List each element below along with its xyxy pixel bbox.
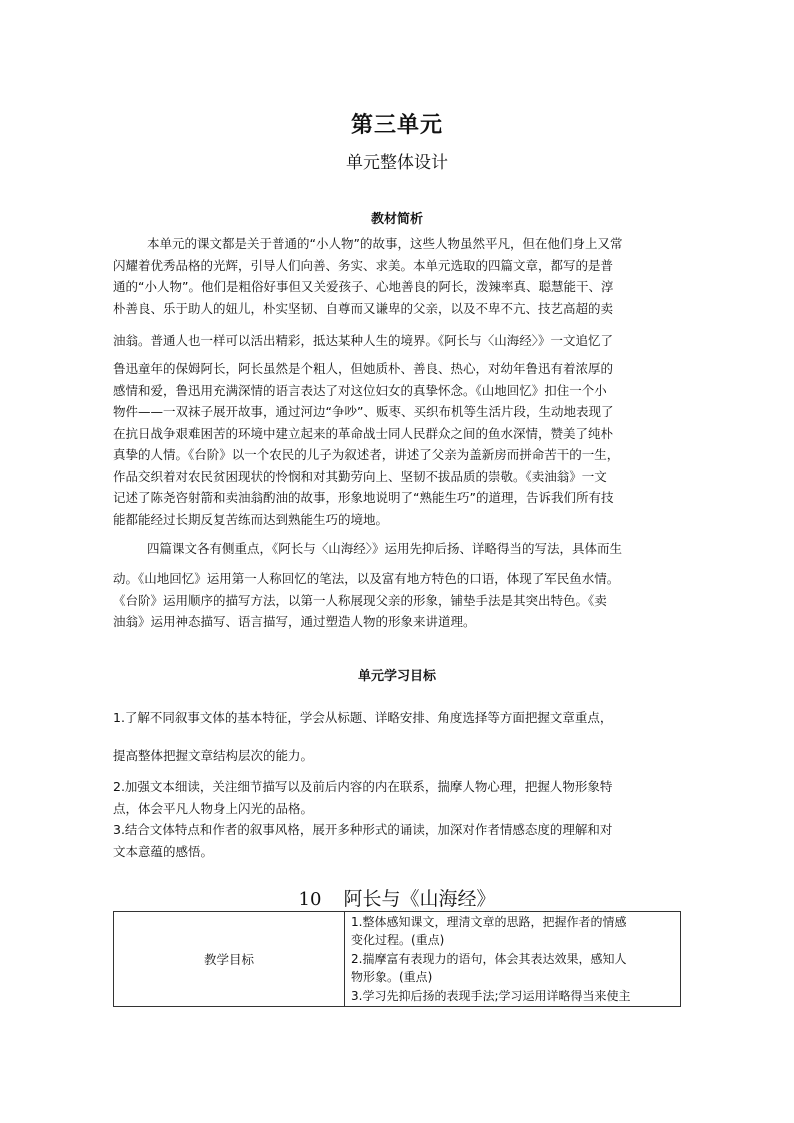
lesson-number: 10 bbox=[298, 889, 322, 910]
text-line: 真挚的人情。《台阶》以一个农民的儿子为叙述者，讲述了父亲为盖新房而拼命苦干的一生， bbox=[113, 447, 620, 462]
text-line: 3.结合文体特点和作者的叙事风格，展开多种形式的诵读，加深对作者情感态度的理解和对 bbox=[113, 822, 613, 837]
text-line: 提高整体把握文章结构层次的能力。 bbox=[113, 748, 314, 763]
text-line: 点，体会平凡人物身上闪光的品格。 bbox=[113, 800, 314, 816]
text-line: 在抗日战争艰难困苦的环境中建立起来的革命战士同人民群众之间的鱼水深情，赞美了纯朴 bbox=[113, 425, 614, 441]
text-line: 通的“小人物”。他们是粗俗好事但又关爱孩子、心地善良的阿长，泼辣率真、聪慧能干、淳 bbox=[113, 279, 614, 294]
text-line: 记述了陈尧咨射箭和卖油翁酌油的故事，形象地说明了“熟能生巧”的道理，告诉我们所有技 bbox=[113, 490, 614, 505]
paragraph-intro-cont bbox=[113, 330, 679, 352]
paragraph-intro bbox=[113, 233, 679, 319]
text-line: 鲁迅童年的保姆阿长，阿长虽然是个粗人，但她质朴、善良、热心，对幼年鲁迅有着浓厚的 bbox=[113, 361, 614, 376]
text-line: 《台阶》运用顺序的描写方法，以第一人称展现父亲的形象，铺垫手法是其突出特色。《卖 bbox=[113, 592, 607, 608]
heading-jiaocai: 教材简析 bbox=[370, 212, 423, 227]
text-line: 油翁》运用神态描写、语言描写，通过塑造人物的形象来讲道理。 bbox=[113, 614, 476, 629]
table-text-line: 2.揣摩富有表现力的语句，体会其表达效果，感知人 bbox=[351, 951, 627, 966]
table-text-line: 变化过程。(重点) bbox=[351, 933, 445, 948]
lesson-title: 阿长与《山海经》 bbox=[343, 888, 496, 910]
table-text-line: 3.学习先抑后扬的表现手法;学习运用详略得当来使主 bbox=[351, 988, 631, 1003]
text-line: 动。《山地回忆》运用第一人称回忆的笔法，以及富有地方特色的口语，体现了军民鱼水情。 bbox=[113, 571, 620, 586]
text-line: 闪耀着优秀品格的光辉，引导人们向善、务实、求美。本单元选取的四篇文章，都写的是普 bbox=[113, 257, 614, 273]
text-line: 四篇课文各有侧重点，《阿长与〈山海经〉》运用先抑后扬、详略得当的写法，具体而生 bbox=[147, 541, 623, 556]
unit-title: 第三单元 bbox=[350, 113, 443, 138]
goals-2-3 bbox=[113, 776, 679, 862]
goal-1-cont bbox=[113, 745, 679, 767]
table-content-cell bbox=[345, 912, 681, 1007]
text-line: 物件——一双袜子展开故事，通过河边“争吵”、贩枣、买织布机等生活片段，生动地表现了 bbox=[113, 404, 614, 419]
table-text-line: 1.整体感知课文，理清文章的思路，把握作者的情感 bbox=[351, 914, 627, 929]
text-line: 文本意蕴的感悟。 bbox=[113, 843, 214, 859]
text-line: 油翁。普通人也一样可以活出精彩，抵达某种人生的境界。《阿长与〈山海经〉》一文追忆了 bbox=[113, 333, 614, 348]
table-row bbox=[114, 912, 681, 1007]
text-line: 作品交织着对农民贫困现状的怜悯和对其勤劳向上、坚韧不拔品质的崇敬。《卖油翁》一文 bbox=[113, 468, 607, 484]
goal-1 bbox=[113, 707, 679, 729]
table-text-line: 物形象。(重点) bbox=[351, 970, 433, 985]
unit-subtitle: 单元整体设计 bbox=[346, 153, 448, 173]
paragraph-intro-body bbox=[113, 358, 679, 530]
text-line: 朴善良、乐于助人的妞儿，朴实坚韧、自尊而又谦卑的父亲，以及不卑不亢、技艺高超的卖 bbox=[113, 300, 614, 316]
table-label-cell: 教学目标 bbox=[114, 912, 345, 1007]
text-line: 本单元的课文都是关于普通的“小人物”的故事，这些人物虽然平凡，但在他们身上又常 bbox=[147, 236, 623, 251]
text-line: 1.了解不同叙事文体的基本特征，学会从标题、详略安排、角度选择等方面把握文章重点， bbox=[113, 710, 613, 725]
heading-unit-goals: 单元学习目标 bbox=[357, 669, 436, 684]
paragraph-techniques bbox=[113, 538, 679, 560]
text-line: 感情和爱，鲁迅用充满深情的语言表达了对这位妇女的真挚怀念。《山地回忆》扣住一个小 bbox=[113, 382, 607, 398]
lesson-heading bbox=[0, 884, 794, 911]
text-line: 能都能经过长期反复苦练而达到熟能生巧的境地。 bbox=[113, 511, 389, 527]
teaching-goals-table bbox=[113, 911, 681, 1007]
text-line: 2.加强文本细读，关注细节描写以及前后内容的内在联系，揣摩人物心理，把握人物形象特 bbox=[113, 779, 613, 794]
paragraph-techniques-cont bbox=[113, 568, 679, 633]
